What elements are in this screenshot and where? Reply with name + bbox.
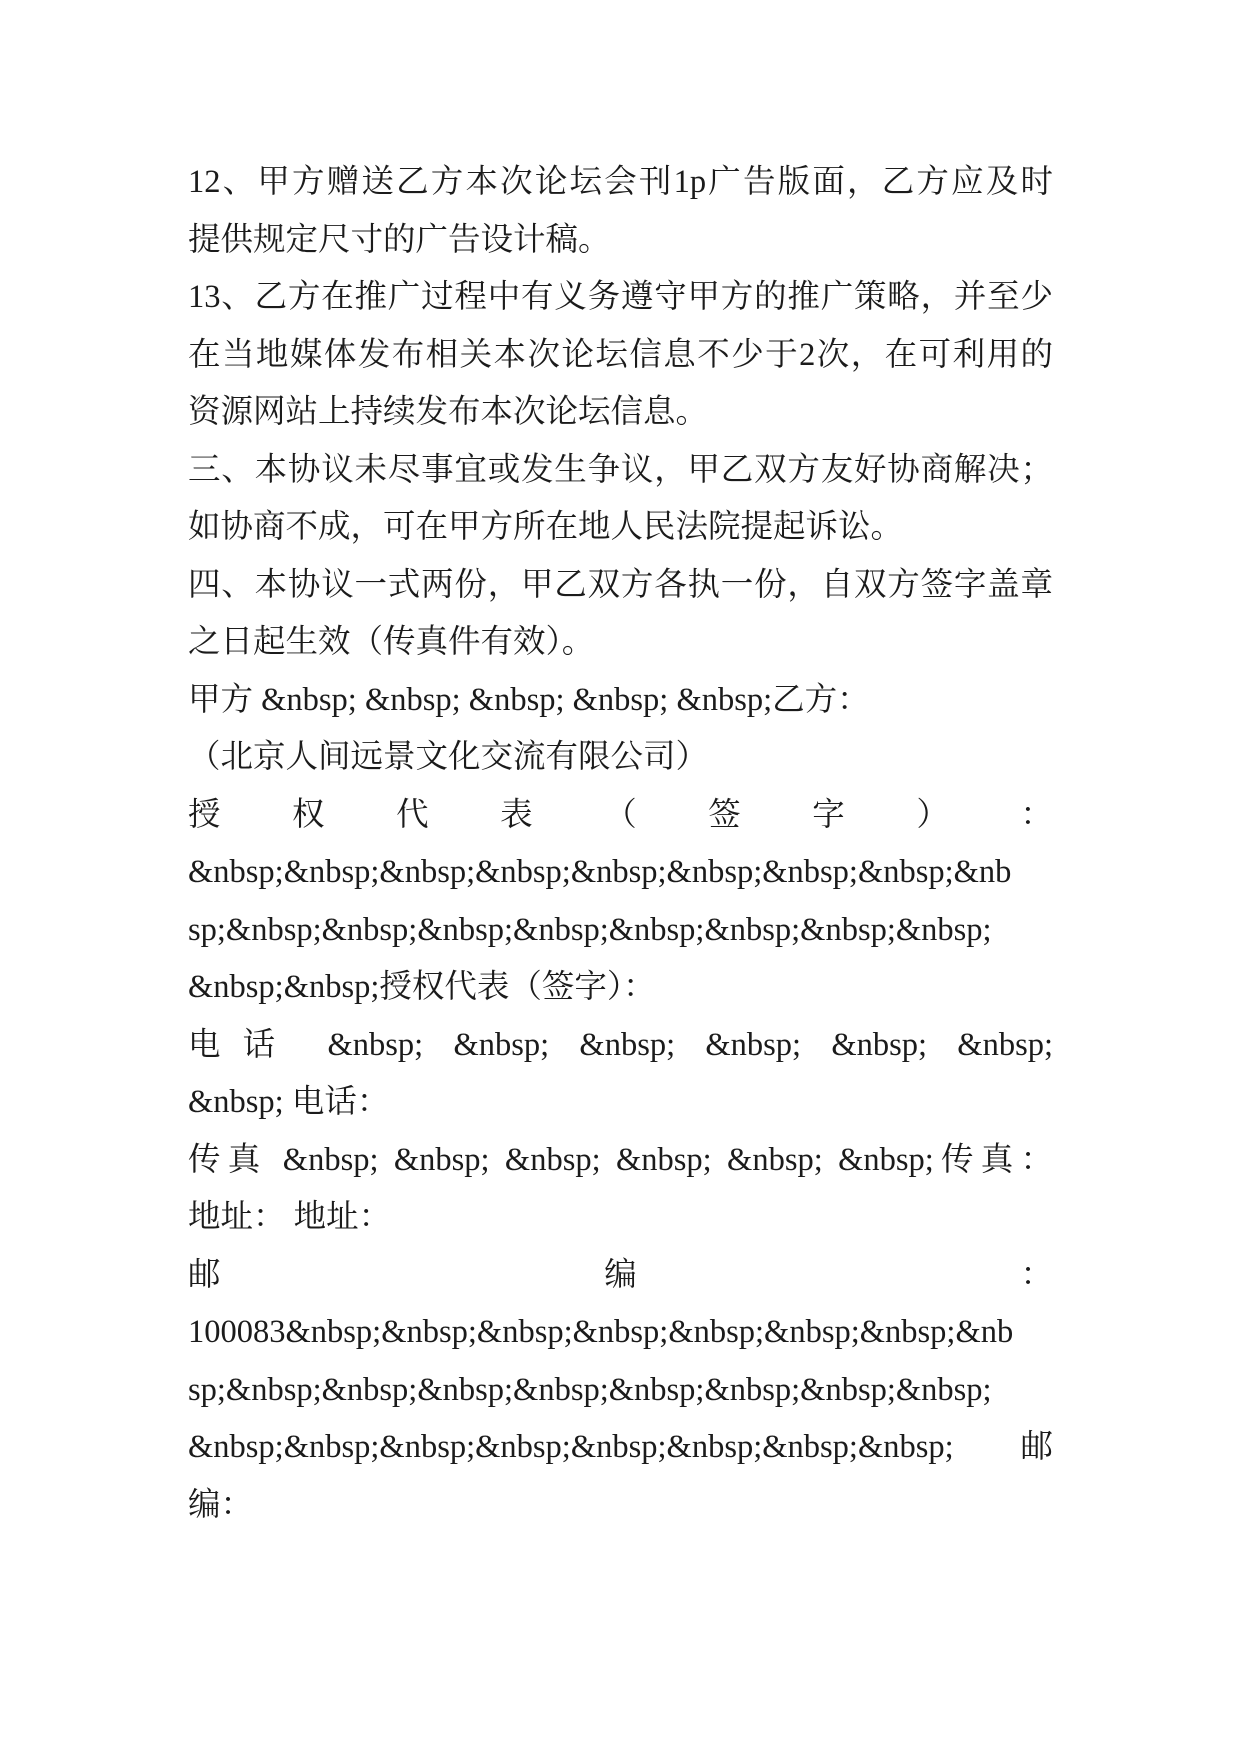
text-line: 资源网站上持续发布本次论坛信息。 [188,394,709,430]
text-line: 之日起生效（传真件有效）。 [188,624,595,660]
text-line: &nbsp;&nbsp;授权代表（签字）： [188,969,656,1005]
text-line: 在当地媒体发布相关本次论坛信息不少于2次，在可利用的 [188,336,1053,373]
party-line [188,672,1053,730]
text-line: &nbsp; 电话： [188,1084,390,1120]
text-line: 100083&nbsp;&nbsp;&nbsp;&nbsp;&nbsp;&nbsp;&nbsp;&nb [188,1314,1014,1350]
spread-char: 权 [292,796,325,833]
text-line [188,787,1053,845]
text-line: 地址： 地址： [188,1199,392,1235]
clause-three-dispute [188,442,1053,557]
fax-field [188,1132,1053,1190]
spread-char: 代 [396,796,429,833]
company-name [188,729,1053,787]
text-line: 四、本协议一式两份，甲乙双方各执一份，自双方签字盖章 [188,566,1053,603]
spread-char: 签 [708,796,741,833]
text-line: （北京人间远景文化交流有限公司） [188,739,709,775]
authorized-representative [188,787,1053,1017]
text-line: sp;&nbsp;&nbsp;&nbsp;&nbsp;&nbsp;&nbsp;&nbsp;&nbsp; [188,911,992,948]
address-field [188,1189,1053,1247]
text-line: 12、甲方赠送乙方本次论坛会刊1p广告版面，乙方应及时 [188,164,1053,200]
text-line: 甲方 &nbsp; &nbsp; &nbsp; &nbsp; &nbsp;乙方： [188,681,870,718]
text-line [188,1247,1053,1305]
phone-field [188,1017,1053,1132]
text-line: 提供规定尺寸的广告设计稿。 [188,221,611,258]
spread-char: 字 [812,796,845,833]
spread-char: 授 [188,796,221,833]
text-line: 编： [188,1486,254,1523]
text-line: &nbsp;&nbsp;&nbsp;&nbsp;&nbsp;&nbsp;&nbsp;&nbsp; 邮 [188,1429,1053,1465]
spread-char: 表 [500,796,533,833]
text-line: &nbsp;&nbsp;&nbsp;&nbsp;&nbsp;&nbsp;&nbsp;&nbsp;&nb [188,854,1012,890]
spread-char: 编 [604,1256,637,1293]
postcode-field [188,1247,1053,1535]
text-line: 三、本协议未尽事宜或发生争议，甲乙双方友好协商解决； [188,451,1053,488]
text-line: sp;&nbsp;&nbsp;&nbsp;&nbsp;&nbsp;&nbsp;&nbsp;&nbsp; [188,1371,992,1408]
text-line: 如协商不成，可在甲方所在地人民法院提起诉讼。 [188,509,904,545]
spread-char: 邮 [188,1256,221,1293]
text-line: 传真 &nbsp; &nbsp; &nbsp; &nbsp; &nbsp; &nbsp;传真： [188,1141,1053,1178]
spread-char: （ [604,796,637,833]
spread-char: ： [1020,796,1053,833]
document-body [188,154,1053,1534]
text-line: 13、乙方在推广过程中有义务遵守甲方的推广策略，并至少 [188,279,1053,315]
spread-char: ） [916,796,949,833]
text-line: 电话 &nbsp; &nbsp; &nbsp; &nbsp; &nbsp; &nbsp; [188,1026,1053,1063]
clause-four-copies [188,557,1053,672]
clause-12 [188,154,1053,269]
clause-13 [188,269,1053,442]
spread-char: ： [1020,1256,1053,1293]
